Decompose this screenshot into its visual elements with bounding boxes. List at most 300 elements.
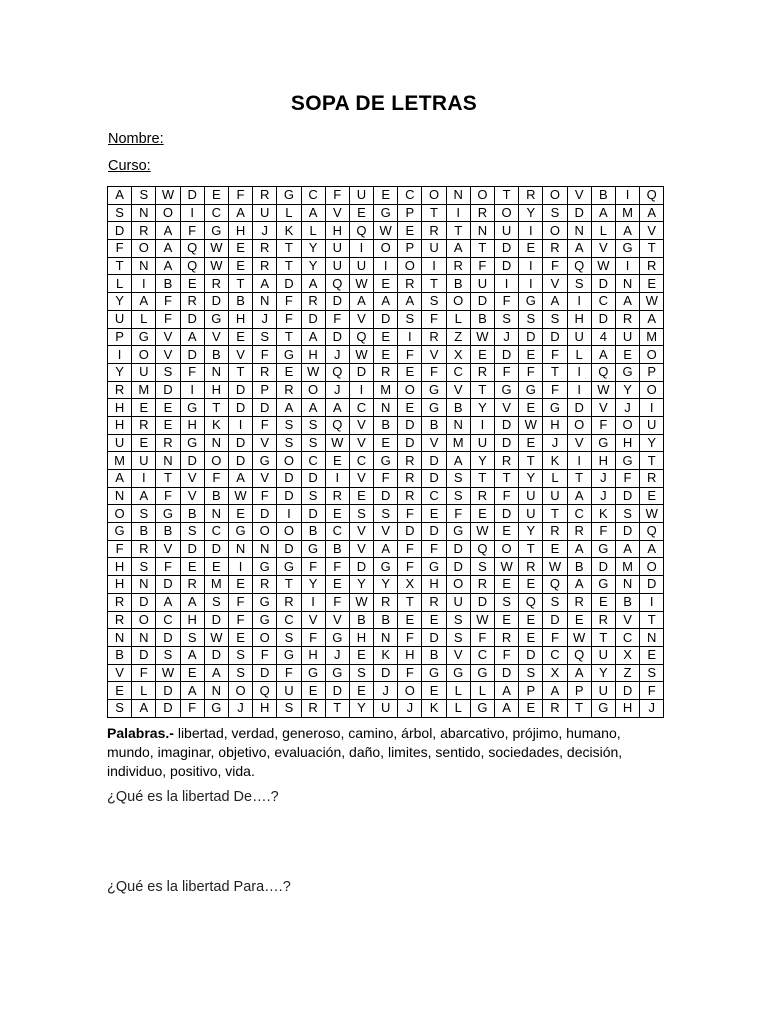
grid-cell: S <box>156 363 180 381</box>
grid-cell: F <box>422 540 446 558</box>
grid-cell: R <box>398 275 422 293</box>
grid-cell: L <box>446 682 470 700</box>
grid-cell: Y <box>519 470 543 488</box>
grid-cell: S <box>228 664 252 682</box>
grid-cell: A <box>567 487 591 505</box>
grid-cell: F <box>398 664 422 682</box>
grid-row <box>108 452 664 470</box>
grid-cell: U <box>591 646 615 664</box>
grid-cell: E <box>349 487 373 505</box>
grid-cell: F <box>398 540 422 558</box>
grid-cell: S <box>398 310 422 328</box>
grid-row <box>108 346 664 364</box>
grid-cell: I <box>132 470 156 488</box>
grid-cell: T <box>519 452 543 470</box>
grid-cell: T <box>422 204 446 222</box>
grid-cell: B <box>446 399 470 417</box>
grid-cell: D <box>228 434 252 452</box>
grid-cell: S <box>543 204 567 222</box>
grid-cell: J <box>543 434 567 452</box>
grid-cell: D <box>180 310 204 328</box>
grid-cell: Q <box>253 682 277 700</box>
grid-cell: A <box>108 187 132 205</box>
grid-cell: S <box>108 699 132 717</box>
grid-cell: D <box>567 204 591 222</box>
grid-cell: G <box>591 434 615 452</box>
grid-cell: D <box>349 363 373 381</box>
grid-cell: S <box>228 646 252 664</box>
grid-cell: I <box>132 275 156 293</box>
grid-cell: U <box>325 240 349 258</box>
grid-cell: G <box>277 187 301 205</box>
grid-cell: J <box>615 399 639 417</box>
grid-cell: G <box>180 434 204 452</box>
grid-cell: G <box>325 629 349 647</box>
grid-cell: T <box>495 470 519 488</box>
grid-cell: X <box>446 346 470 364</box>
grid-cell: B <box>374 611 398 629</box>
grid-cell: G <box>470 664 494 682</box>
grid-cell: Q <box>543 576 567 594</box>
grid-cell: V <box>180 487 204 505</box>
grid-cell: E <box>591 593 615 611</box>
grid-cell: K <box>543 452 567 470</box>
grid-cell: S <box>640 664 664 682</box>
grid-cell: U <box>132 363 156 381</box>
grid-cell: O <box>446 293 470 311</box>
grid-cell: V <box>567 434 591 452</box>
grid-cell: F <box>108 540 132 558</box>
grid-cell: I <box>615 187 639 205</box>
grid-cell: N <box>228 540 252 558</box>
grid-cell: F <box>398 558 422 576</box>
grid-cell: W <box>519 416 543 434</box>
grid-cell: D <box>132 646 156 664</box>
grid-cell: T <box>591 629 615 647</box>
grid-cell: I <box>349 381 373 399</box>
grid-cell: I <box>567 293 591 311</box>
grid-cell: D <box>422 629 446 647</box>
grid-cell: A <box>640 310 664 328</box>
grid-cell: B <box>108 646 132 664</box>
grid-cell: O <box>398 257 422 275</box>
grid-cell: E <box>640 275 664 293</box>
grid-cell: V <box>640 222 664 240</box>
grid-cell: D <box>325 328 349 346</box>
grid-cell: E <box>277 363 301 381</box>
grid-cell: S <box>301 416 325 434</box>
grid-cell: D <box>615 523 639 541</box>
grid-cell: G <box>495 381 519 399</box>
grid-cell: A <box>180 682 204 700</box>
grid-cell: C <box>446 363 470 381</box>
grid-cell: N <box>567 222 591 240</box>
grid-cell: E <box>156 416 180 434</box>
grid-cell: F <box>301 629 325 647</box>
grid-cell: T <box>228 363 252 381</box>
grid-cell: N <box>204 363 228 381</box>
grid-cell: G <box>591 540 615 558</box>
grid-cell: F <box>519 363 543 381</box>
grid-cell: G <box>277 558 301 576</box>
grid-cell: W <box>591 257 615 275</box>
grid-cell: I <box>277 505 301 523</box>
grid-cell: A <box>495 682 519 700</box>
grid-cell: D <box>591 275 615 293</box>
grid-cell: R <box>253 576 277 594</box>
grid-cell: S <box>277 416 301 434</box>
grid-cell: C <box>204 523 228 541</box>
grid-cell: E <box>228 328 252 346</box>
grid-row <box>108 310 664 328</box>
grid-cell: H <box>591 452 615 470</box>
grid-cell: G <box>470 699 494 717</box>
grid-cell: F <box>543 346 567 364</box>
grid-cell: D <box>543 611 567 629</box>
grid-row <box>108 540 664 558</box>
grid-cell: F <box>640 682 664 700</box>
grid-cell: B <box>301 523 325 541</box>
grid-cell: D <box>495 240 519 258</box>
grid-cell: O <box>640 346 664 364</box>
grid-cell: U <box>470 434 494 452</box>
grid-cell: W <box>567 629 591 647</box>
grid-cell: B <box>446 275 470 293</box>
grid-cell: F <box>253 416 277 434</box>
grid-cell: D <box>180 540 204 558</box>
grid-cell: S <box>204 593 228 611</box>
grid-cell: R <box>543 523 567 541</box>
grid-cell: V <box>422 434 446 452</box>
grid-cell: C <box>470 646 494 664</box>
grid-cell: C <box>398 187 422 205</box>
grid-cell: Z <box>446 328 470 346</box>
grid-cell: J <box>325 381 349 399</box>
grid-cell: D <box>615 487 639 505</box>
grid-cell: B <box>591 187 615 205</box>
grid-cell: F <box>253 646 277 664</box>
grid-cell: A <box>446 452 470 470</box>
grid-cell: A <box>615 540 639 558</box>
grid-cell: G <box>204 222 228 240</box>
grid-cell: T <box>567 699 591 717</box>
grid-cell: H <box>422 576 446 594</box>
grid-cell: Q <box>640 523 664 541</box>
grid-cell: D <box>495 416 519 434</box>
grid-cell: Y <box>640 434 664 452</box>
grid-cell: S <box>543 310 567 328</box>
grid-cell: O <box>446 576 470 594</box>
grid-cell: D <box>301 505 325 523</box>
grid-cell: N <box>374 399 398 417</box>
grid-cell: G <box>519 381 543 399</box>
grid-cell: C <box>567 505 591 523</box>
grid-cell: O <box>253 523 277 541</box>
grid-cell: Q <box>591 363 615 381</box>
grid-cell: M <box>132 381 156 399</box>
grid-cell: V <box>156 346 180 364</box>
grid-cell: F <box>325 310 349 328</box>
grid-cell: I <box>567 381 591 399</box>
grid-cell: U <box>591 682 615 700</box>
grid-cell: B <box>470 310 494 328</box>
grid-cell: D <box>591 310 615 328</box>
grid-cell: I <box>180 204 204 222</box>
grid-cell: F <box>591 416 615 434</box>
grid-cell: G <box>301 540 325 558</box>
grid-row <box>108 505 664 523</box>
grid-cell: N <box>204 682 228 700</box>
grid-cell: O <box>156 204 180 222</box>
grid-cell: V <box>108 664 132 682</box>
grid-cell: F <box>325 558 349 576</box>
grid-cell: O <box>422 187 446 205</box>
grid-cell: A <box>156 257 180 275</box>
grid-cell: T <box>446 222 470 240</box>
grid-cell: E <box>519 434 543 452</box>
grid-cell: L <box>567 346 591 364</box>
grid-row <box>108 682 664 700</box>
grid-cell: E <box>422 611 446 629</box>
grid-cell: E <box>132 399 156 417</box>
grid-cell: T <box>519 540 543 558</box>
grid-cell: D <box>495 346 519 364</box>
grid-cell: F <box>495 646 519 664</box>
grid-cell: U <box>108 434 132 452</box>
grid-cell: E <box>108 682 132 700</box>
grid-cell: D <box>543 328 567 346</box>
grid-cell: H <box>228 222 252 240</box>
grid-cell: F <box>422 363 446 381</box>
question-libertad-de: ¿Qué es la libertad De….? <box>107 789 279 805</box>
grid-cell: F <box>398 629 422 647</box>
grid-cell: P <box>519 682 543 700</box>
grid-cell: N <box>446 416 470 434</box>
grid-cell: A <box>156 593 180 611</box>
grid-cell: E <box>374 187 398 205</box>
grid-cell: H <box>180 611 204 629</box>
grid-cell: H <box>567 310 591 328</box>
grid-cell: D <box>495 257 519 275</box>
grid-cell: F <box>495 363 519 381</box>
grid-cell: H <box>180 416 204 434</box>
grid-cell: A <box>567 576 591 594</box>
grid-cell: Y <box>519 523 543 541</box>
grid-cell: S <box>180 629 204 647</box>
grid-cell: Y <box>591 664 615 682</box>
grid-cell: E <box>495 576 519 594</box>
nombre-label: Nombre: <box>108 131 164 147</box>
grid-cell: I <box>398 328 422 346</box>
grid-cell: D <box>301 470 325 488</box>
grid-row <box>108 399 664 417</box>
grid-cell: H <box>349 629 373 647</box>
grid-cell: I <box>349 240 373 258</box>
grid-cell: W <box>543 558 567 576</box>
grid-cell: G <box>204 699 228 717</box>
grid-cell: G <box>519 293 543 311</box>
grid-cell: B <box>422 646 446 664</box>
grid-cell: I <box>519 222 543 240</box>
grid-cell: V <box>374 523 398 541</box>
grid-cell: Q <box>349 222 373 240</box>
grid-cell: C <box>349 452 373 470</box>
grid-cell: N <box>253 540 277 558</box>
grid-cell: S <box>470 558 494 576</box>
grid-cell: G <box>132 328 156 346</box>
grid-cell: F <box>398 346 422 364</box>
grid-cell: D <box>519 646 543 664</box>
grid-row <box>108 487 664 505</box>
grid-cell: O <box>543 187 567 205</box>
grid-cell: J <box>591 470 615 488</box>
grid-cell: I <box>567 452 591 470</box>
grid-cell: A <box>228 470 252 488</box>
grid-cell: V <box>204 328 228 346</box>
grid-cell: T <box>470 381 494 399</box>
grid-cell: G <box>543 399 567 417</box>
grid-cell: S <box>567 275 591 293</box>
grid-cell: X <box>398 576 422 594</box>
grid-cell: O <box>615 416 639 434</box>
grid-cell: E <box>180 664 204 682</box>
grid-cell: V <box>156 540 180 558</box>
grid-cell: G <box>228 523 252 541</box>
grid-cell: Q <box>349 328 373 346</box>
grid-cell: V <box>591 399 615 417</box>
grid-cell: E <box>422 505 446 523</box>
grid-cell: G <box>615 240 639 258</box>
grid-cell: N <box>446 187 470 205</box>
grid-cell: V <box>349 416 373 434</box>
grid-cell: D <box>228 452 252 470</box>
grid-cell: U <box>253 204 277 222</box>
grid-cell: C <box>301 187 325 205</box>
grid-cell: K <box>422 699 446 717</box>
grid-cell: D <box>253 505 277 523</box>
grid-cell: S <box>156 646 180 664</box>
grid-cell: I <box>640 593 664 611</box>
grid-cell: G <box>615 363 639 381</box>
grid-cell: D <box>470 293 494 311</box>
grid-cell: W <box>204 629 228 647</box>
grid-cell: W <box>204 257 228 275</box>
grid-cell: R <box>543 699 567 717</box>
grid-cell: A <box>591 346 615 364</box>
grid-cell: S <box>519 310 543 328</box>
grid-cell: A <box>108 470 132 488</box>
grid-cell: R <box>253 363 277 381</box>
grid-cell: F <box>543 257 567 275</box>
grid-cell: D <box>495 434 519 452</box>
grid-cell: E <box>180 558 204 576</box>
grid-cell: F <box>495 293 519 311</box>
grid-cell: B <box>349 611 373 629</box>
grid-cell: F <box>325 187 349 205</box>
grid-cell: H <box>108 416 132 434</box>
grid-cell: U <box>543 487 567 505</box>
grid-cell: F <box>470 257 494 275</box>
grid-cell: H <box>301 346 325 364</box>
grid-cell: G <box>156 505 180 523</box>
grid-cell: R <box>277 381 301 399</box>
grid-cell: C <box>349 399 373 417</box>
grid-cell: R <box>180 576 204 594</box>
grid-cell: N <box>108 487 132 505</box>
grid-cell: P <box>253 381 277 399</box>
grid-cell: U <box>108 310 132 328</box>
grid-cell: F <box>204 470 228 488</box>
grid-cell: W <box>470 523 494 541</box>
grid-cell: V <box>615 611 639 629</box>
grid-cell: R <box>615 310 639 328</box>
grid-cell: R <box>470 363 494 381</box>
grid-cell: G <box>301 664 325 682</box>
grid-cell: I <box>180 381 204 399</box>
grid-cell: R <box>470 576 494 594</box>
grid-cell: D <box>567 399 591 417</box>
grid-cell: E <box>204 558 228 576</box>
grid-cell: T <box>543 505 567 523</box>
grid-cell: S <box>301 434 325 452</box>
grid-cell: M <box>446 434 470 452</box>
grid-row <box>108 293 664 311</box>
grid-cell: B <box>615 593 639 611</box>
grid-cell: A <box>204 664 228 682</box>
grid-cell: A <box>228 204 252 222</box>
grid-cell: T <box>398 593 422 611</box>
grid-cell: D <box>253 399 277 417</box>
grid-cell: U <box>640 416 664 434</box>
grid-cell: D <box>398 434 422 452</box>
grid-cell: V <box>180 470 204 488</box>
grid-cell: U <box>446 593 470 611</box>
grid-cell: E <box>495 611 519 629</box>
grid-cell: O <box>228 682 252 700</box>
grid-cell: J <box>495 328 519 346</box>
grid-cell: D <box>277 487 301 505</box>
grid-cell: G <box>374 204 398 222</box>
grid-cell: J <box>253 310 277 328</box>
grid-cell: Q <box>180 240 204 258</box>
grid-cell: H <box>543 416 567 434</box>
grid-cell: A <box>301 328 325 346</box>
grid-cell: R <box>519 187 543 205</box>
grid-cell: A <box>615 293 639 311</box>
grid-cell: O <box>495 204 519 222</box>
grid-cell: I <box>301 593 325 611</box>
grid-cell: E <box>301 682 325 700</box>
grid-cell: T <box>640 240 664 258</box>
grid-cell: D <box>253 664 277 682</box>
grid-cell: Y <box>470 399 494 417</box>
grid-cell: A <box>156 240 180 258</box>
grid-cell: E <box>228 629 252 647</box>
grid-cell: V <box>495 399 519 417</box>
grid-cell: H <box>228 310 252 328</box>
grid-cell: A <box>640 540 664 558</box>
grid-cell: G <box>277 646 301 664</box>
grid-cell: R <box>108 381 132 399</box>
grid-cell: T <box>640 452 664 470</box>
grid-cell: K <box>204 416 228 434</box>
grid-cell: H <box>615 434 639 452</box>
grid-cell: T <box>422 275 446 293</box>
grid-cell: E <box>132 434 156 452</box>
grid-cell: R <box>519 558 543 576</box>
grid-cell: S <box>277 699 301 717</box>
grid-cell: E <box>470 505 494 523</box>
